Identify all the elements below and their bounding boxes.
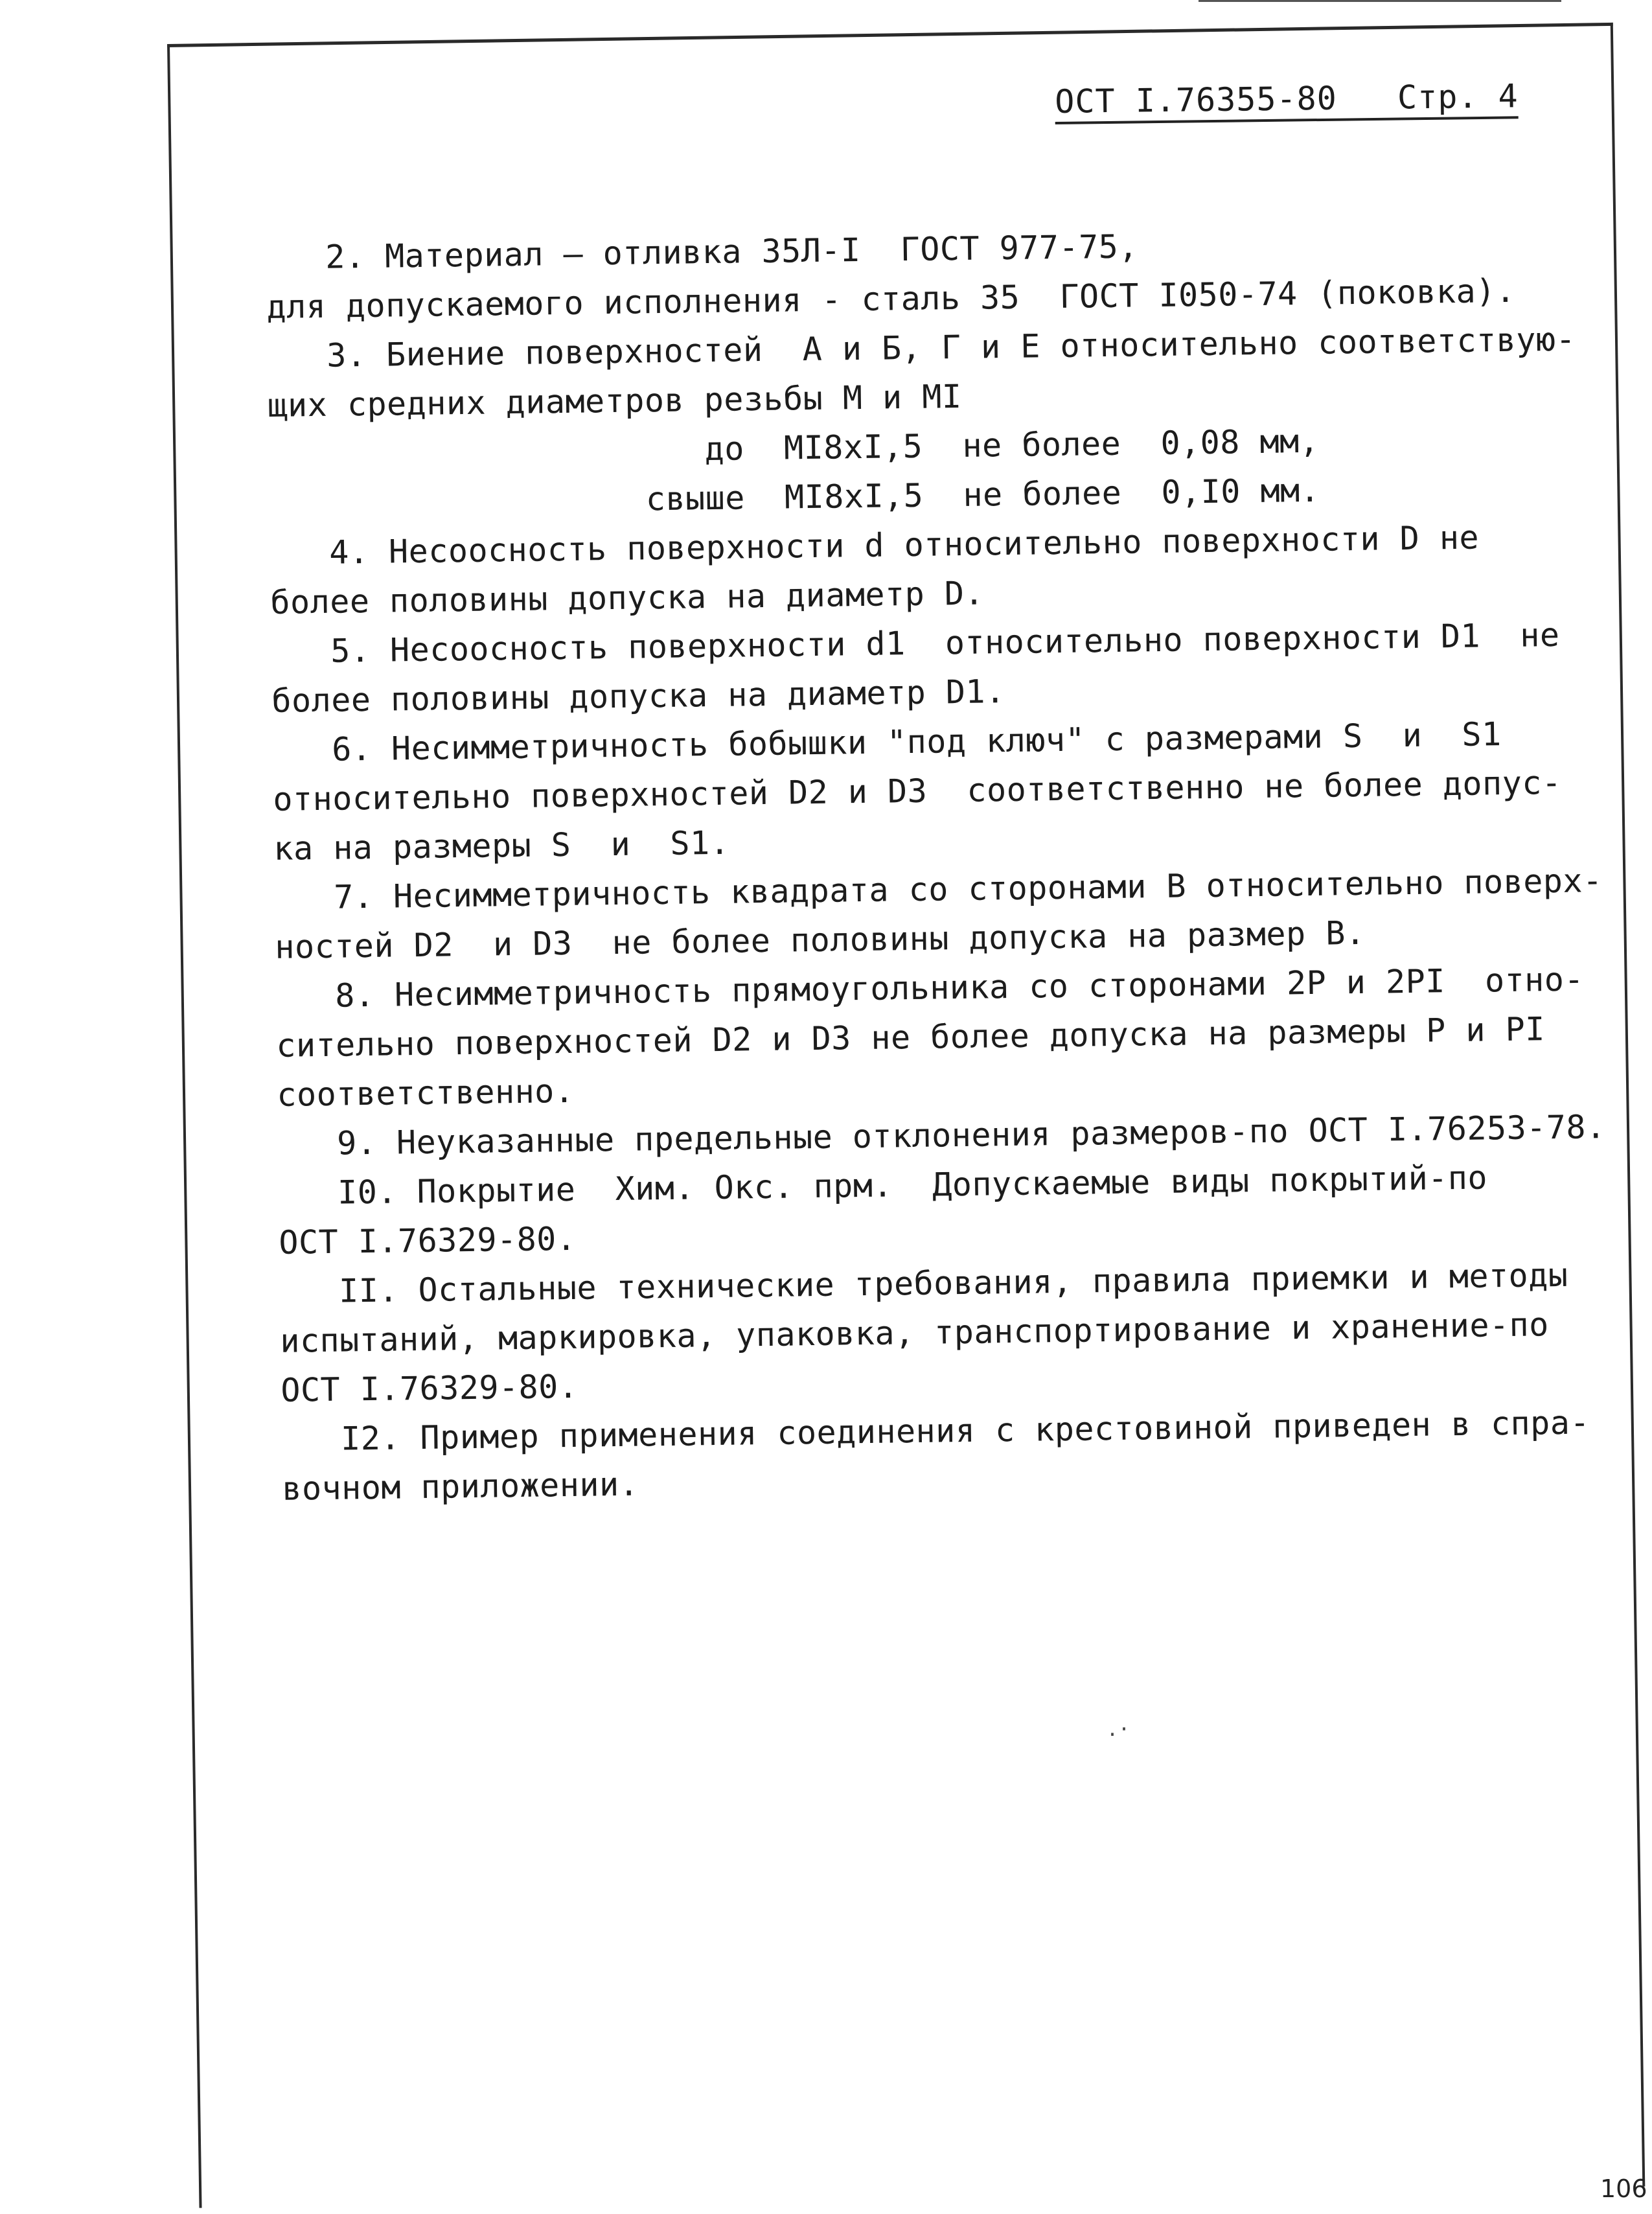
text-line: II. Остальные технические требования, правила приемки и методы <box>279 1256 1568 1311</box>
text-line: ОСТ I.76329-80. <box>280 1367 579 1409</box>
page-number: 106 <box>1600 2174 1647 2203</box>
text-line: 5. Несоосность поверхности d1 относительно поверхности D1 не <box>271 616 1560 671</box>
scan-speck: .· <box>1107 1718 1130 1741</box>
text-line: 7. Несимметричность квадрата со сторонами В относительно поверх- <box>274 862 1603 917</box>
text-line: свыше МI8хI,5 не более 0,I0 мм. <box>269 471 1320 523</box>
text-line: ОСТ I.76329-80. <box>279 1219 577 1262</box>
text-line: испытаний, маркировка, упаковка, транспортирование и хранение-по <box>280 1306 1550 1360</box>
text-line: 2. Материал – отливка 35Л-I ГОСТ 977-75, <box>266 227 1139 277</box>
text-line: соответственно. <box>277 1072 575 1114</box>
text-line: относительно поверхностей D2 и D3 соответственно не более допус- <box>273 763 1562 818</box>
document-header: ОСТ I.76355-80 Стр. 4 <box>1055 77 1519 124</box>
text-line: 3. Биение поверхностей А и Б, Г и Е относительно соответствую- <box>267 320 1576 375</box>
text-line: до МI8хI,5 не более 0,08 мм, <box>268 422 1320 474</box>
text-line: 4. Несоосность поверхности d относительно поверхности D не <box>270 518 1480 572</box>
text-line: ка на размеры S и S1. <box>273 824 730 868</box>
text-line: вочном приложении. <box>281 1465 639 1508</box>
text-line: щих средних диаметров резьбы М и МI <box>268 377 962 424</box>
text-line: ностей D2 и D3 не более половины допуска на размер В. <box>275 914 1366 966</box>
text-line: 8. Несимметричность прямоугольника со сторонами 2Р и 2РI отно- <box>275 960 1585 1015</box>
text-line: 6. Несимметричность бобышки "под ключ" с размерами S и S1 <box>272 715 1502 769</box>
text-line: I0. Покрытие Хим. Окс. прм. Допускаемые виды покрытий-по <box>278 1159 1488 1212</box>
text-line: I2. Пример применения соединения с крестовиной приведен в спра- <box>281 1403 1590 1459</box>
document-body <box>266 216 1643 1514</box>
scan-top-edge <box>1199 0 1561 2</box>
text-line: более половины допуска на диаметр D. <box>270 574 985 621</box>
text-line: сительно поверхностей D2 и D3 не более допуска на размеры Р и РI <box>276 1010 1546 1065</box>
text-line: для допускаемого исполнения - сталь 35 ГОСТ I050-74 (поковка). <box>266 271 1516 326</box>
text-line: более половины допуска на диаметр D1. <box>271 673 1006 720</box>
text-line: 9. Неуказанные предельные отклонения размеров-по ОСТ I.76253-78. <box>277 1108 1606 1163</box>
